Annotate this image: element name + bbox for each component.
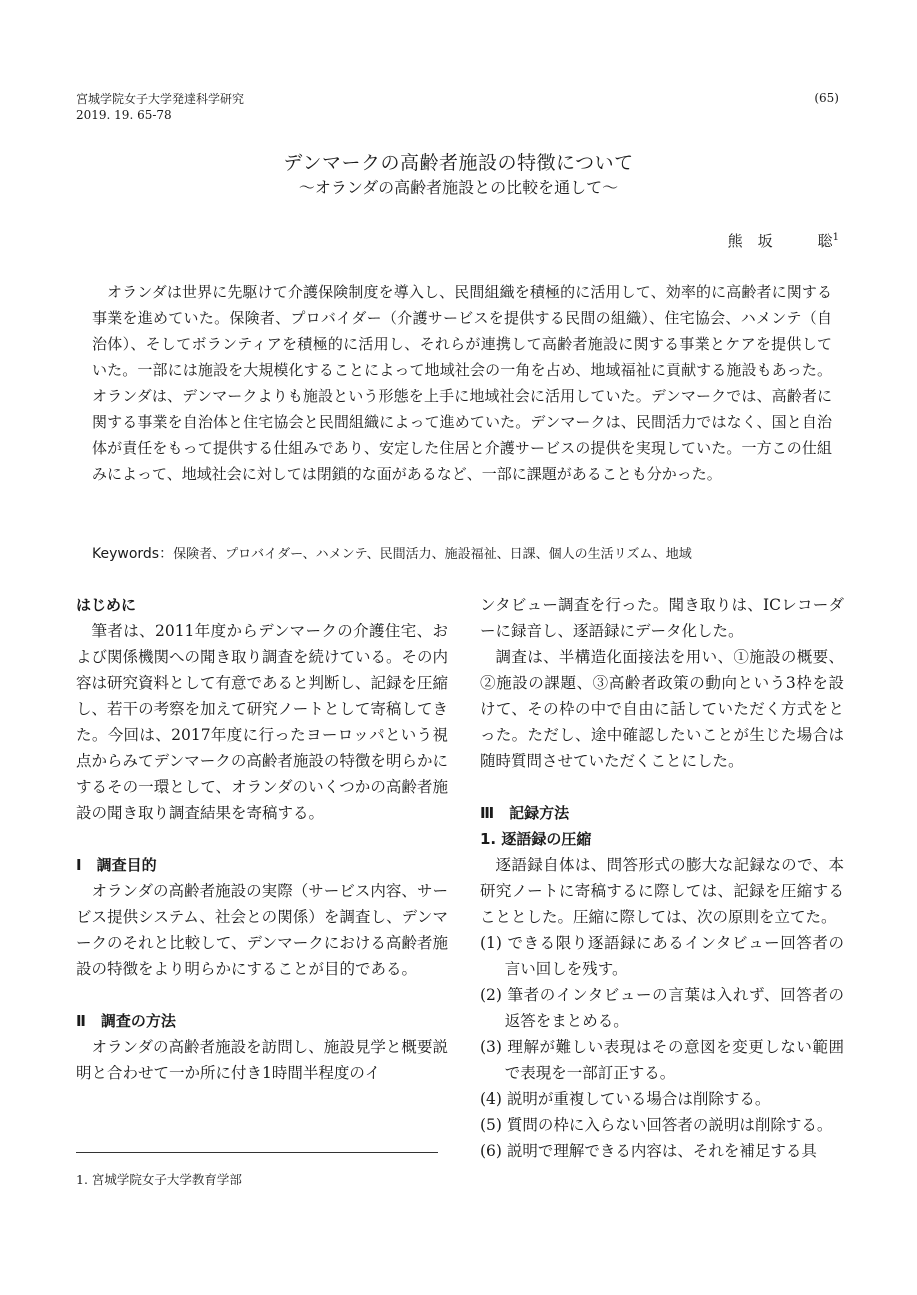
list-item: (5) 質問の枠に入らない回答者の説明は削除する。: [480, 1116, 833, 1134]
author: [728, 230, 839, 251]
list-item: (6) 説明で理解できる内容は、それを補足する具: [480, 1142, 817, 1160]
paper-title: デンマークの高齢者施設の特徴について: [283, 152, 634, 174]
journal-info: [76, 91, 244, 123]
keywords-text: 保険者、プロバイダー、ハメンテ、民間活力、施設福祉、日課、個人の生活リズム、地域: [173, 547, 692, 562]
journal-name: 宮城学院女子大学発達科学研究: [76, 92, 245, 106]
author-name: 熊 坂 聡: [727, 232, 833, 250]
purpose-body: オランダの高齢者施設の実際（サービス内容、サービス提供システム、社会との関係）を調査し、デンマークのそれと比較して、デンマークにおける高齢者施設の特徴をより明らかにすることが目的である。: [76, 882, 448, 978]
footnote-divider: [76, 1152, 438, 1153]
author-affiliation-mark: 1: [832, 232, 839, 243]
right-column: [480, 592, 844, 1164]
subsection-heading-compression: 1. 逐語録の圧縮: [480, 830, 592, 848]
paper-subtitle: 〜オランダの高齢者施設との比較を通して〜: [298, 178, 619, 197]
footnote: 1. 宮城学院女子大学教育学部: [76, 1172, 242, 1187]
list-item: (1) できる限り逐語録にあるインタビュー回答者の言い回しを残す。: [480, 934, 844, 978]
principles-list: [480, 930, 844, 1164]
list-item: (2) 筆者のインタビューの言葉は入れず、回答者の返答をまとめる。: [480, 986, 844, 1030]
journal-volume: 2019. 19. 65-78: [76, 108, 172, 122]
method-body-continued: ンタビュー調査を行った。聞き取りは、ICレコーダーに録音し、逐語録にデータ化した。: [480, 596, 844, 640]
list-item: (4) 説明が重複している場合は削除する。: [480, 1090, 771, 1108]
section-heading-purpose: Ⅰ 調査目的: [76, 856, 157, 874]
keywords-label: Keywords：: [92, 546, 174, 562]
list-item: (3) 理解が難しい表現はその意図を変更しない範囲で表現を一部訂正する。: [480, 1038, 844, 1082]
left-column: [76, 592, 448, 1086]
abstract: オランダは世界に先駆けて介護保険制度を導入し、民間組織を積極的に活用して、効率的に高齢者に関する事業を進めていた。保険者、プロバイダー（介護サービスを提供する民間の組織）、住宅協会、ハメンテ（自治体）、そしてボランティアを積極的に活用し、それらが連携して高齢者施設に関する事業とケアを提供していた。一部には施設を大規模化することによって地域社会の一角を占め、地域福祉に貢献する施設もあった。オランダは、デンマークよりも施設という形態を上手に地域社会に活用していた。デンマークでは、高齢者に関する事業を自治体と住宅協会と民間組織によって進めていた。デンマークは、民間活力ではなく、国と自治体が責任をもって提供する仕組みであり、安定した住居と介護サービスの提供を実現していた。一方この仕組みによって、地域社会に対しては閉鎖的な面があるなど、一部に課題があることも分かった。: [92, 283, 832, 483]
keywords: [92, 543, 692, 563]
intro-body: 筆者は、2011年度からデンマークの介護住宅、および関係機関への聞き取り調査を続けている。その内容は研究資料として有意であると判断し、記録を圧縮し、若干の考察を加えて研究ノートとして寄稿してきた。今回は、2017年度に行ったヨーロッパという視点からみてデンマークの高齢者施設の特徴を明らかにするその一環として、オランダのいくつかの高齢者施設の聞き取り調査結果を寄稿する。: [76, 622, 449, 822]
section-heading-intro: はじめに: [76, 596, 137, 614]
page-number: (65): [814, 91, 839, 105]
recording-body: 逐語録自体は、問答形式の膨大な記録なので、本研究ノートに寄稿するに際しては、記録を圧縮することとした。圧縮に際しては、次の原則を立てた。: [480, 856, 844, 926]
method-body-2: 調査は、半構造化面接法を用い、①施設の概要、②施設の課題、③高齢者政策の動向という3枠を設けて、その枠の中で自由に話していただく方式をとった。ただし、途中確認したいことが生じた場合は随時質問させていただくことにした。: [480, 648, 844, 770]
section-heading-recording: Ⅲ 記録方法: [480, 804, 570, 822]
method-body: オランダの高齢者施設を訪問し、施設見学と概要説明と合わせて一か所に付き1時間半程度のイ: [76, 1038, 448, 1082]
section-heading-method: Ⅱ 調査の方法: [76, 1012, 176, 1030]
